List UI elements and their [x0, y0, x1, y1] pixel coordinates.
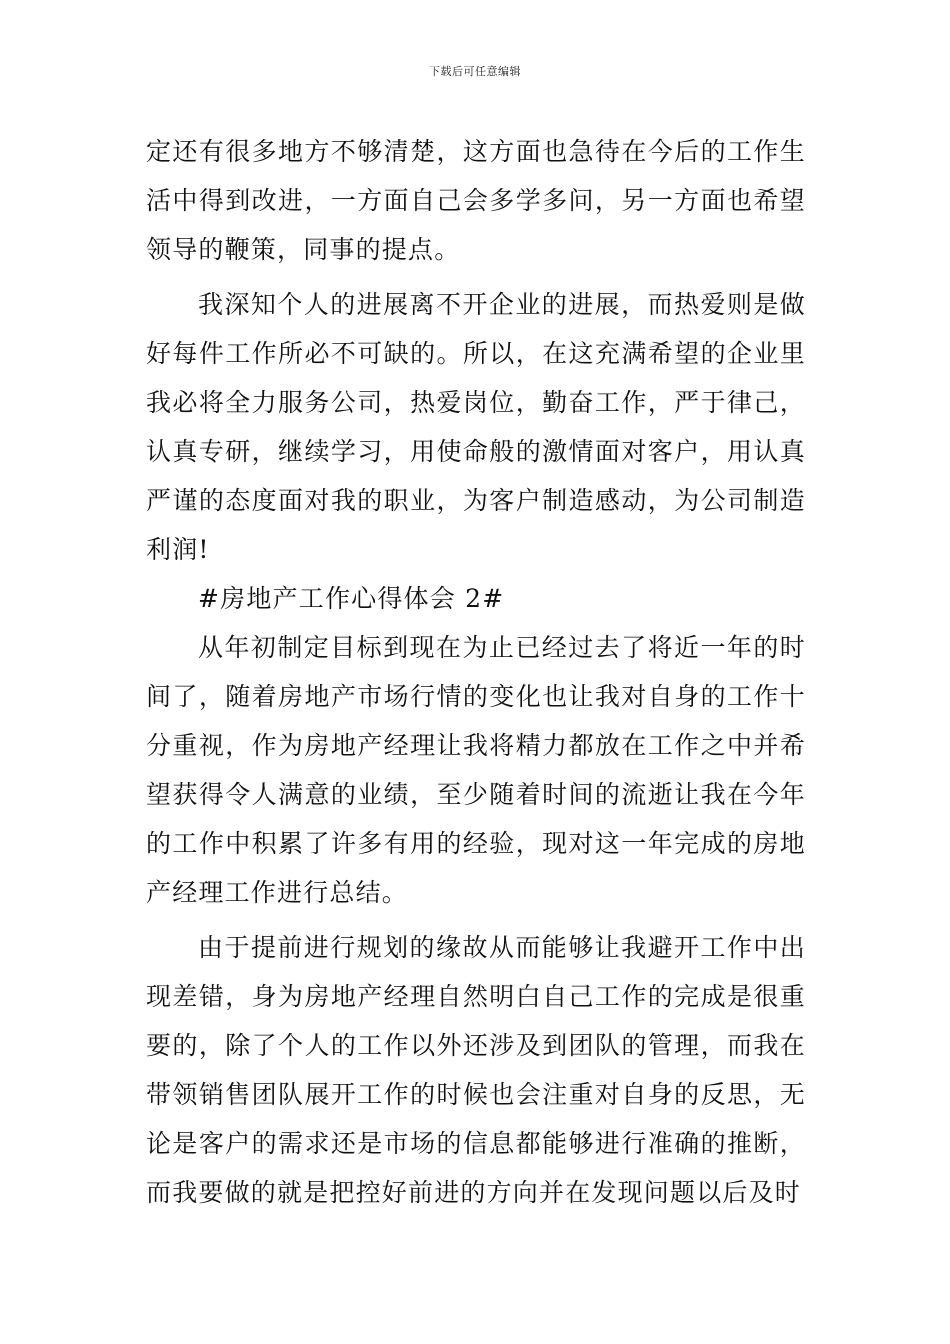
section-heading: #房地产工作心得体会 2# — [198, 584, 505, 613]
paragraph-planning: 由于提前进行规划的缘故从而能够让我避开工作中出现差错，身为房地产经理自然明白自己工作的完成是很重要的，除了个人的工作以外还涉及到团队的管理，而我在带领销售团队展开工作的时候也会注重对自身的反思，无论是客户的需求还是市场的信息都能够进行准确的推断，而我要做的就是把控好前进的方向并在发现问题以后及时 — [146, 933, 806, 1207]
page-header-note: 下载后可任意编辑 — [429, 65, 521, 78]
paragraph-continuation: 定还有很多地方不够清楚，这方面也急待在今后的工作生活中得到改进，一方面自己会多学多问，另一方面也希望领导的鞭策，同事的提点。 — [146, 137, 806, 264]
document-body — [146, 127, 806, 1217]
paragraph-commitment: 我深知个人的进展离不开企业的进展，而热爱则是做好每件工作所必不可缺的。所以，在这充满希望的企业里我必将全力服务公司，热爱岗位，勤奋工作，严于律己，认真专研，继续学习，用使命般的激情面对客户，用认真严谨的态度面对我的职业，为客户制造感动，为公司制造利润! — [146, 290, 806, 564]
paragraph-year-summary: 从年初制定目标到现在为止已经过去了将近一年的时间了，随着房地产市场行情的变化也让我对自身的工作十分重视，作为房地产经理让我将精力都放在工作之中并希望获得令人满意的业绩，至少随着时间的流逝让我在今年的工作中积累了许多有用的经验，现对这一年完成的房地产经理工作进行总结。 — [146, 633, 806, 907]
